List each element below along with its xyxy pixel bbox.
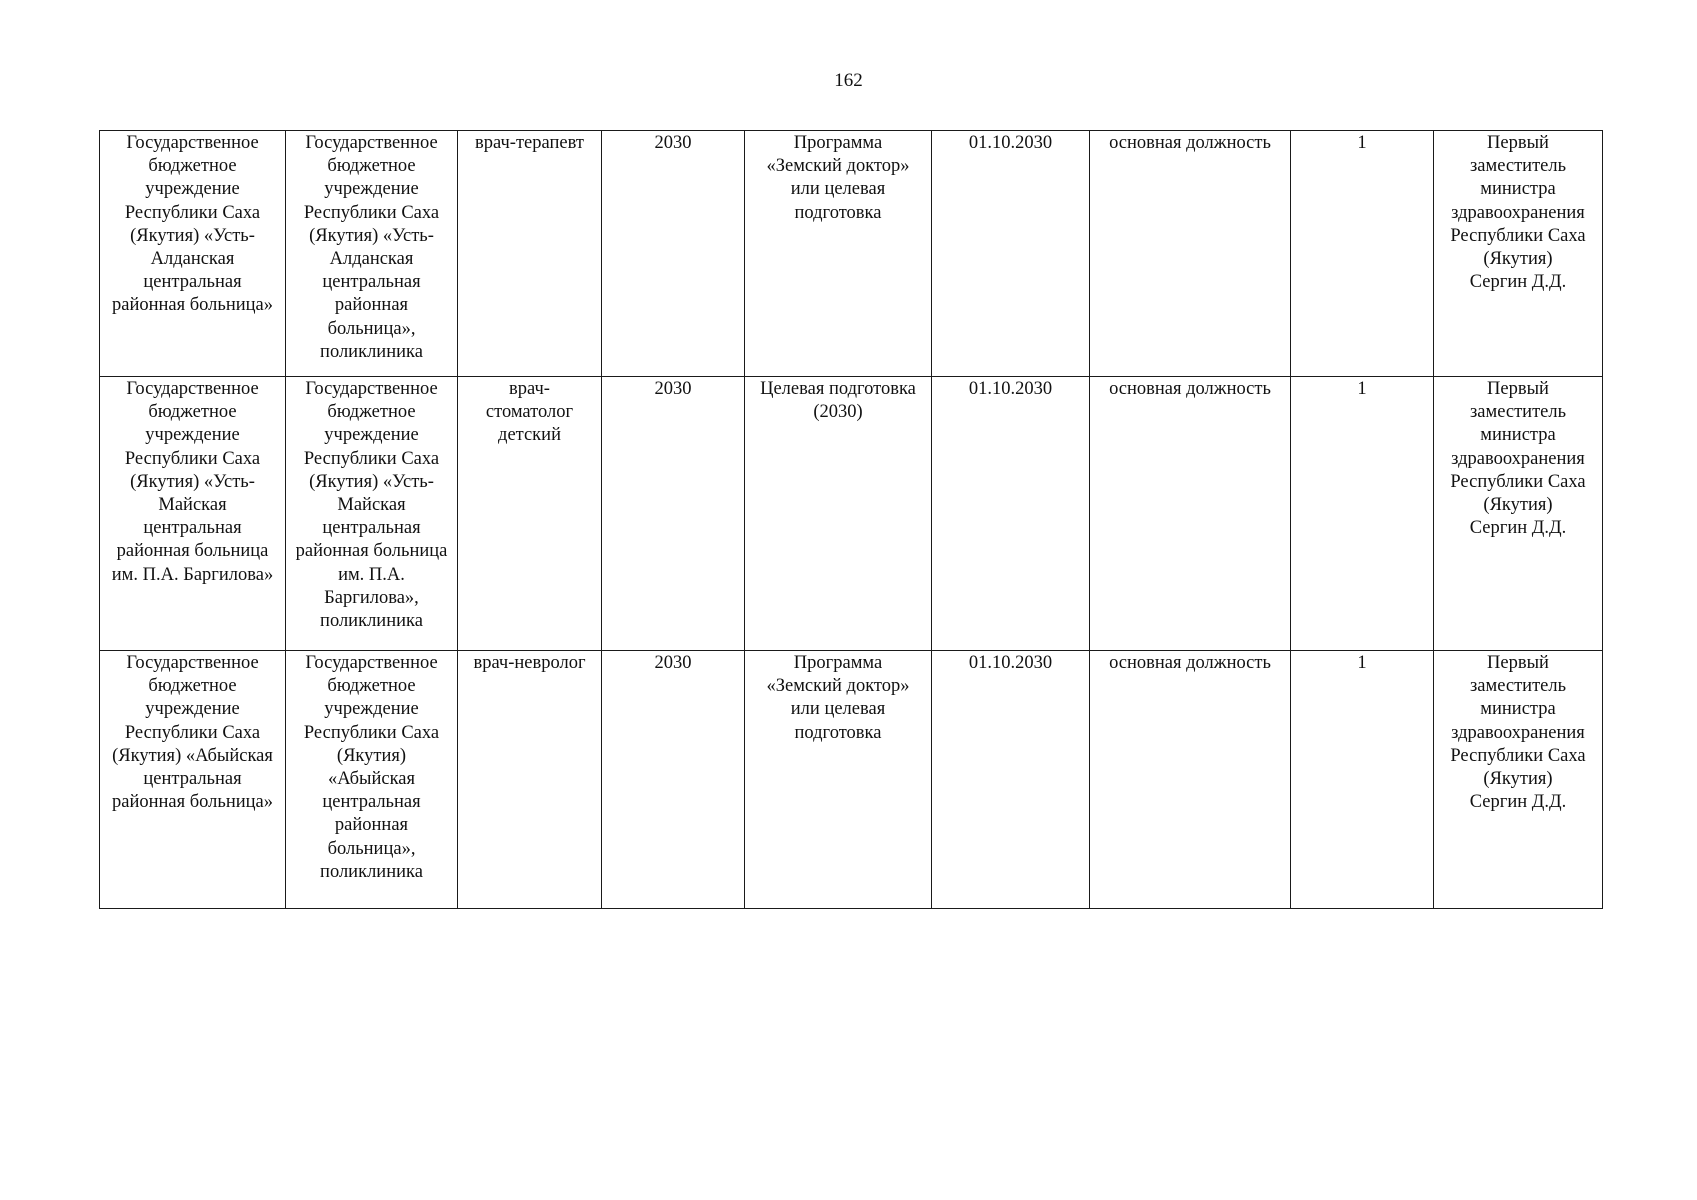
- table-row: [100, 651, 1603, 909]
- table-row: [100, 131, 1603, 377]
- count-cell: 1: [1291, 651, 1434, 909]
- program-cell: Целевая подготовка (2030): [745, 377, 932, 651]
- unit-cell: Государственное бюджетное учреждение Республики Саха (Якутия) «Усть- Алданская центральная районная больница», поликлиника: [286, 131, 458, 377]
- program-cell: Программа «Земский доктор» или целевая подготовка: [745, 651, 932, 909]
- employment-cell: основная должность: [1090, 651, 1291, 909]
- institution-cell: Государственное бюджетное учреждение Республики Саха (Якутия) «Усть- Алданская центральная районная больница»: [100, 131, 286, 377]
- responsible-cell: Первый заместитель министра здравоохранения Республики Саха (Якутия) Сергин Д.Д.: [1434, 377, 1603, 651]
- position-cell: врач- стоматолог детский: [458, 377, 602, 651]
- date-cell: 01.10.2030: [932, 377, 1090, 651]
- institution-cell: Государственное бюджетное учреждение Республики Саха (Якутия) «Абыйская центральная районная больница»: [100, 651, 286, 909]
- unit-cell: Государственное бюджетное учреждение Республики Саха (Якутия) «Абыйская центральная районная больница», поликлиника: [286, 651, 458, 909]
- employment-cell: основная должность: [1090, 131, 1291, 377]
- responsible-cell: Первый заместитель министра здравоохранения Республики Саха (Якутия) Сергин Д.Д.: [1434, 131, 1603, 377]
- count-cell: 1: [1291, 377, 1434, 651]
- year-cell: 2030: [602, 131, 745, 377]
- position-cell: врач-терапевт: [458, 131, 602, 377]
- institution-cell: Государственное бюджетное учреждение Республики Саха (Якутия) «Усть- Майская центральная районная больница им. П.А. Баргилова»: [100, 377, 286, 651]
- position-cell: врач-невролог: [458, 651, 602, 909]
- count-cell: 1: [1291, 131, 1434, 377]
- unit-cell: Государственное бюджетное учреждение Республики Саха (Якутия) «Усть- Майская центральная районная больница им. П.А. Баргилова», поликлиника: [286, 377, 458, 651]
- year-cell: 2030: [602, 377, 745, 651]
- responsible-cell: Первый заместитель министра здравоохранения Республики Саха (Якутия) Сергин Д.Д.: [1434, 651, 1603, 909]
- table-row: [100, 377, 1603, 651]
- vacancy-table: [99, 130, 1603, 909]
- employment-cell: основная должность: [1090, 377, 1291, 651]
- date-cell: 01.10.2030: [932, 131, 1090, 377]
- page-number: 162: [834, 70, 863, 91]
- date-cell: 01.10.2030: [932, 651, 1090, 909]
- program-cell: Программа «Земский доктор» или целевая подготовка: [745, 131, 932, 377]
- year-cell: 2030: [602, 651, 745, 909]
